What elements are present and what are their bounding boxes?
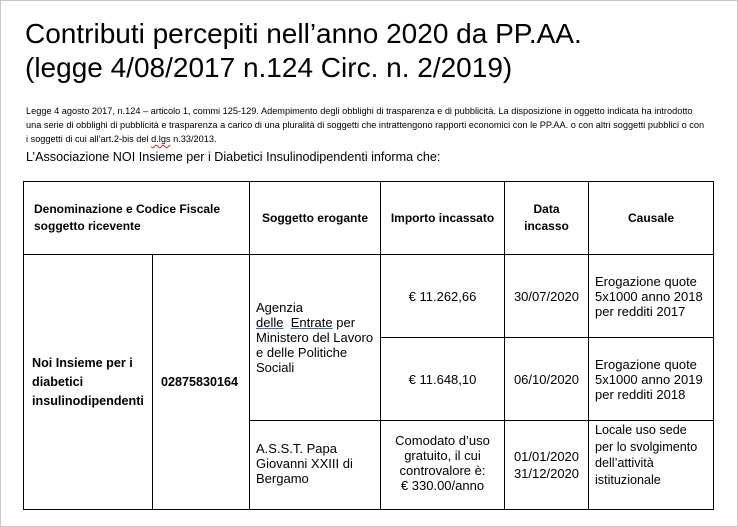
notice-text: L’Associazione NOI Insieme per i Diabetici Insulinodipendenti informa che: [26, 150, 441, 164]
contributions-table [23, 181, 714, 510]
reason-cell: Erogazione quote 5x1000 anno 2018 per redditi 2017 [589, 255, 714, 338]
recipient-tax-code: 02875830164 [153, 255, 250, 510]
intro-paragraph [26, 104, 706, 146]
payer1-rest: per Ministero del Lavoro e delle Politiche Sociali [256, 315, 374, 375]
amount-cell: € 11.648,10 [381, 338, 505, 421]
reason-cell: Locale uso sede per lo svolgimento dell’attività istituzionale [589, 421, 714, 510]
dlgs-word: d.lgs [151, 134, 171, 144]
payer1-line1: Agenzia [256, 300, 303, 315]
amount-cell: € 11.262,66 [381, 255, 505, 338]
title-line-1: Contributi percepiti nell’anno 2020 da PP.AA. [25, 18, 582, 49]
payer-asst: A.S.S.T. Papa Giovanni XXIII di Bergamo [250, 421, 381, 510]
intro-text: Legge 4 agosto 2017, n.124 – articolo 1, commi 125-129. Adempimento degli obblighi di trasparenza e di pubblicità. La disposizione in oggetto indicata ha introdotto una serie di obblighi di pubblicità e trasparenza a carico di una pluralità di soggetti che intrattengono rapporti economici con le PP.AA. o con altri soggetti pubblici o con i soggetti di cui all’art.2-bis del [26, 106, 705, 144]
table-row [24, 255, 714, 338]
title-line-2: (legge 4/08/2017 n.124 Circ. n. 2/2019) [25, 52, 513, 83]
date-from: 01/01/2020 [513, 449, 580, 464]
header-amount: Importo incassato [381, 182, 505, 255]
payer-agenzia-entrate [250, 255, 381, 421]
recipient-name: Noi Insieme per i diabetici insulinodipendenti [24, 255, 153, 510]
reason-cell: Erogazione quote 5x1000 anno 2019 per redditi 2018 [589, 338, 714, 421]
page-title [25, 17, 582, 85]
loan-value: € 330.00/anno [400, 478, 485, 493]
date-to: 31/12/2020 [513, 466, 580, 481]
date-cell: 30/07/2020 [505, 255, 589, 338]
header-reason: Causale [589, 182, 714, 255]
date-cell [505, 421, 589, 510]
payer1-entrate: Entrate [290, 315, 333, 330]
date-cell: 06/10/2020 [505, 338, 589, 421]
payer1-delle: delle [256, 315, 284, 330]
loan-text: Comodato d’uso gratuito, il cui controvalore è: [395, 433, 490, 478]
header-payer: Soggetto erogante [250, 182, 381, 255]
header-row [24, 182, 714, 255]
intro-text-end: n.33/2013. [170, 134, 217, 144]
amount-cell [381, 421, 505, 510]
header-recipient: Denominazione e Codice Fiscale soggetto ricevente [24, 182, 250, 255]
header-date: Data incasso [505, 182, 589, 255]
